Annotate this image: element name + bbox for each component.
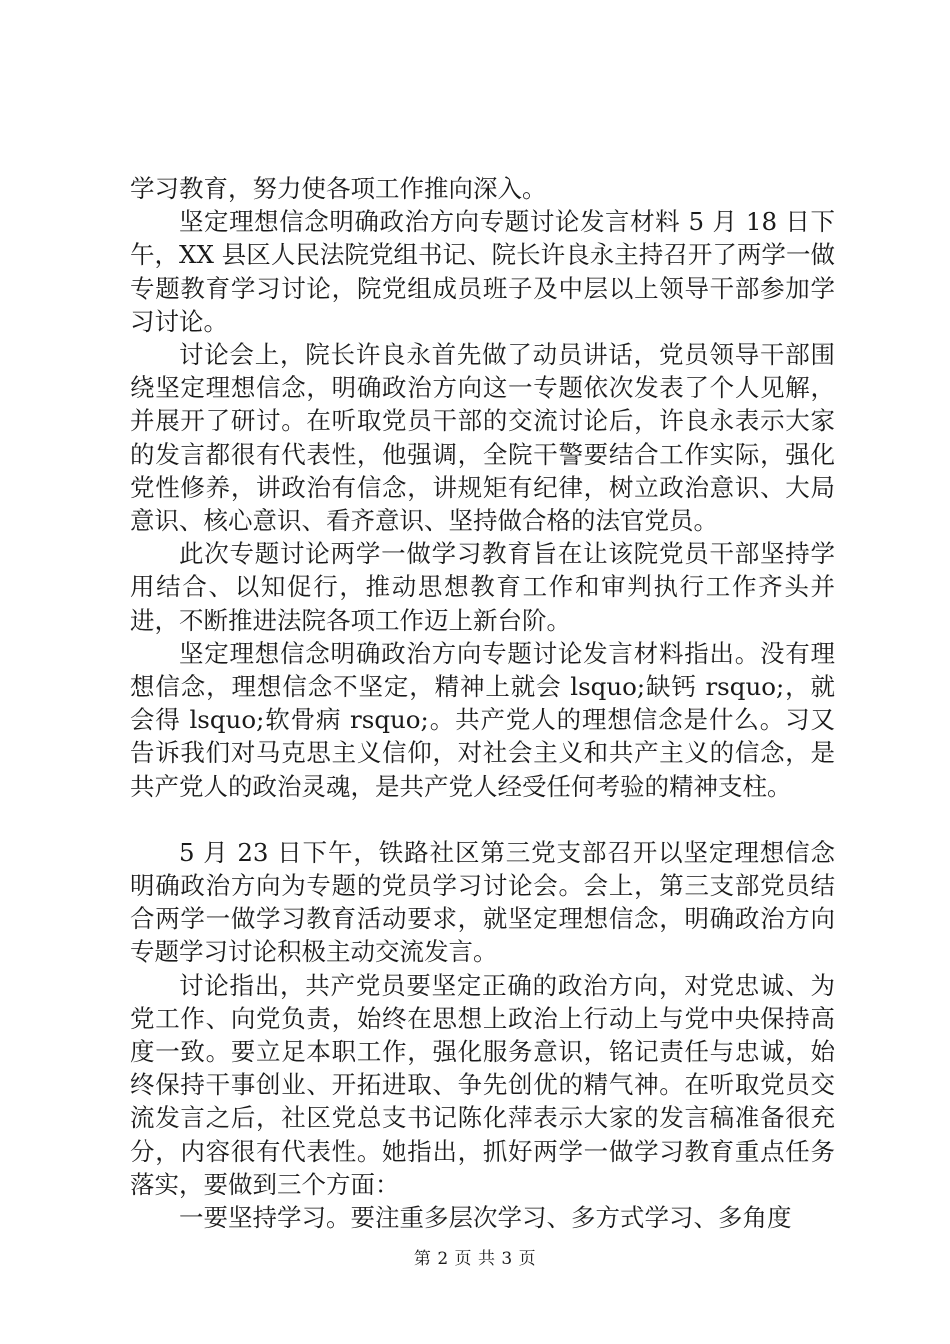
paragraph: 坚定理想信念明确政治方向专题讨论发言材料 5 月 18 日下午，XX 县区人民法院党组书记、院长许良永主持召开了两学一做专题教育学习讨论，院党组成员班子及中层以上领导干部参加学习讨论。 <box>130 207 835 336</box>
paragraph-gap <box>130 803 835 836</box>
paragraph: 讨论指出，共产党员要坚定正确的政治方向，对党忠诚、为党工作、向党负责，始终在思想上政治上行动上与党中央保持高度一致。要立足本职工作，强化服务意识，铭记责任与忠诚，始终保持干事创业、开拓进取、争先创优的精气神。在听取党员交流发言之后，社区党总支书记陈化萍表示大家的发言稿准备很充分，内容很有代表性。她指出，抓好两学一做学习教育重点任务落实，要做到三个方面： <box>130 970 835 1199</box>
document-body <box>130 172 835 1234</box>
page-number-footer: 第 2 页 共 3 页 <box>413 1249 537 1269</box>
paragraph: 一要坚持学习。要注重多层次学习、多方式学习、多角度 <box>179 1203 792 1233</box>
paragraph: 5 月 23 日下午，铁路社区第三党支部召开以坚定理想信念明确政治方向为专题的党员学习讨论会。会上，第三支部党员结合两学一做学习教育活动要求，就坚定理想信念，明确政治方向专题学习讨论积极主动交流发言。 <box>130 837 835 967</box>
text-block-2 <box>130 836 835 1234</box>
text-block-1 <box>130 172 835 803</box>
paragraph: 坚定理想信念明确政治方向专题讨论发言材料指出。没有理想信念，理想信念不坚定，精神上就会 lsquo;缺钙 rsquo;，就会得 lsquo;软骨病 rsquo;。共产党人的理想信念是什么。习又告诉我们对马克思主义信仰，对社会主义和共产主义的信念，是共产党人的政治灵魂，是共产党人经受任何考验的精神支柱。 <box>130 638 835 801</box>
paragraph: 学习教育，努力使各项工作推向深入。 <box>130 174 547 203</box>
paragraph: 讨论会上，院长许良永首先做了动员讲话，党员领导干部围绕坚定理想信念，明确政治方向这一专题依次发表了个人见解，并展开了研讨。在听取党员干部的交流讨论后，许良永表示大家的发言都很有代表性，他强调，全院干警要结合工作实际，强化党性修养，讲政治有信念，讲规矩有纪律，树立政治意识、大局意识、核心意识、看齐意识、坚持做合格的法官党员。 <box>130 340 835 536</box>
paragraph: 此次专题讨论两学一做学习教育旨在让该院党员干部坚持学用结合、以知促行，推动思想教育工作和审判执行工作齐头并进，不断推进法院各项工作迈上新台阶。 <box>130 539 835 635</box>
